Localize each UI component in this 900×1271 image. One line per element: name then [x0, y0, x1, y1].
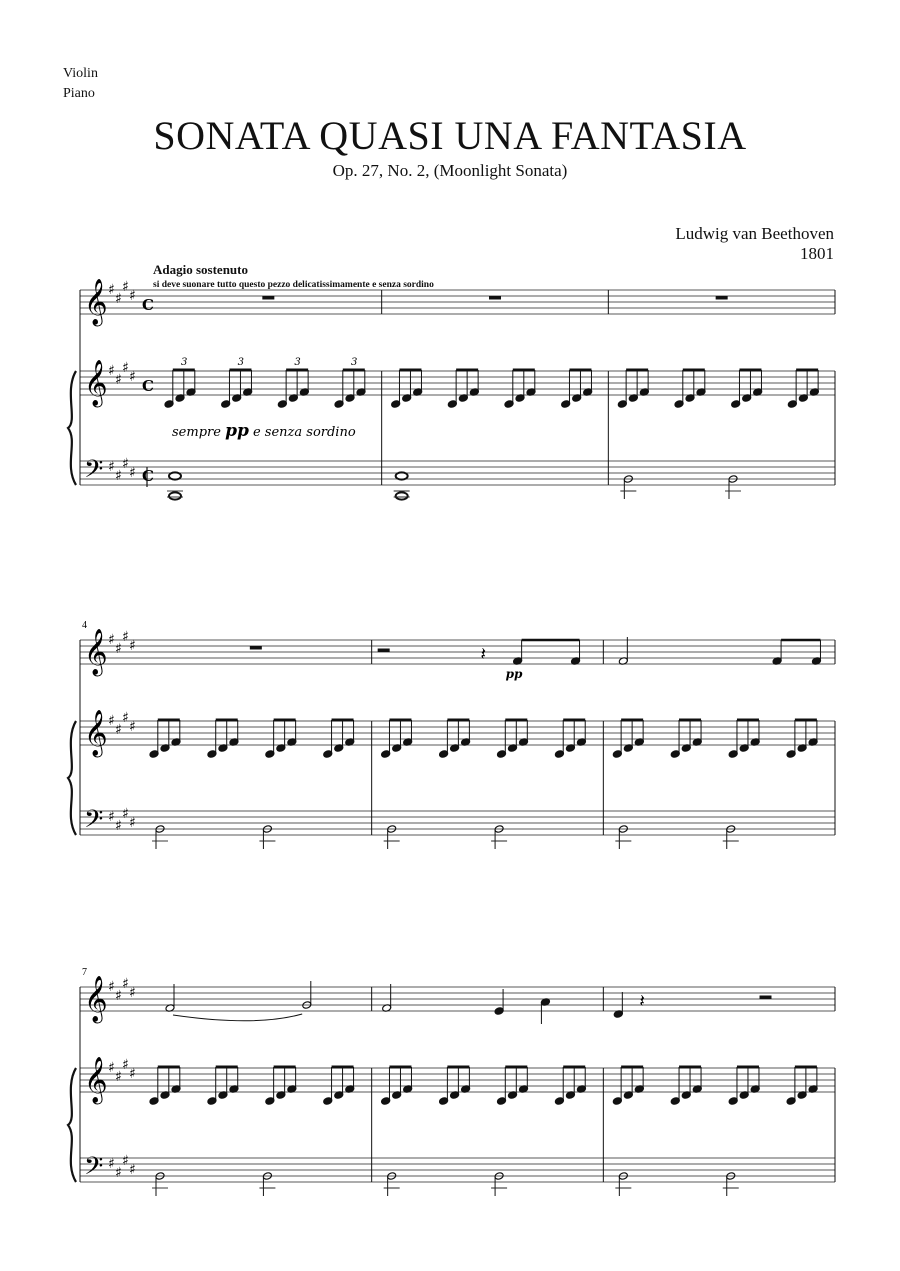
sharp-icon: ♯: [115, 988, 122, 1004]
sharp-icon: ♯: [122, 1057, 129, 1073]
sharp-icon: ♯: [122, 976, 129, 992]
sharp-icon: ♯: [129, 638, 136, 654]
treble-clef-icon: 𝄞: [84, 629, 108, 675]
sharp-icon: ♯: [115, 468, 122, 484]
bass-clef-icon: 𝄢: [84, 805, 104, 840]
bass-clef-icon: 𝄢: [84, 455, 104, 490]
whole-rest: [489, 296, 501, 300]
whole-rest: [716, 296, 728, 300]
treble-clef-icon: 𝄞: [84, 976, 108, 1022]
sharp-icon: ♯: [108, 459, 115, 475]
dynamic-pp: pp: [505, 667, 523, 681]
year: 1801: [800, 244, 834, 263]
triplet-number: 3: [181, 357, 188, 368]
sharp-icon: ♯: [129, 1162, 136, 1178]
sharp-icon: ♯: [129, 1066, 136, 1082]
treble-clef-icon: 𝄞: [84, 279, 108, 325]
whole-rest: [262, 296, 274, 300]
sharp-icon: ♯: [129, 815, 136, 831]
sharp-icon: ♯: [115, 818, 122, 834]
whole-note: [396, 492, 408, 499]
sharp-icon: ♯: [108, 713, 115, 729]
treble-clef-icon: 𝄞: [84, 710, 108, 756]
sharp-icon: ♯: [122, 629, 129, 645]
piano-brace: [68, 721, 76, 835]
sharp-icon: ♯: [122, 456, 129, 472]
expr-sempre: sempre: [172, 425, 226, 440]
treble-clef-icon: 𝄞: [84, 360, 108, 406]
composer: Ludwig van Beethoven: [675, 224, 834, 243]
sharp-icon: ♯: [108, 363, 115, 379]
sharp-icon: ♯: [108, 979, 115, 995]
sharp-icon: ♯: [122, 806, 129, 822]
whole-rest: [250, 646, 262, 650]
expression-text: [172, 421, 356, 441]
sharp-icon: ♯: [108, 632, 115, 648]
whole-note: [169, 472, 181, 479]
piano-brace: [68, 1068, 76, 1182]
instrument-piano: Piano: [63, 86, 95, 101]
measure-number: 4: [82, 620, 87, 631]
sharp-icon: ♯: [122, 279, 129, 295]
piano-brace: [68, 371, 76, 485]
sharp-icon: ♯: [122, 1153, 129, 1169]
sharp-icon: ♯: [129, 985, 136, 1001]
bass-clef-icon: 𝄢: [84, 1152, 104, 1187]
tie: [173, 1014, 302, 1021]
whole-note: [169, 492, 181, 499]
systems: [68, 279, 835, 1196]
subtitle: Op. 27, No. 2, (Moonlight Sonata): [332, 161, 568, 180]
quarter-rest: 𝄽: [639, 991, 645, 1012]
dynamic-pp: pp: [225, 421, 249, 441]
whole-note: [396, 472, 408, 479]
sharp-icon: ♯: [115, 1165, 122, 1181]
sharp-icon: ♯: [115, 372, 122, 388]
expr-senza: e senza sordino: [248, 425, 356, 440]
sharp-icon: ♯: [129, 719, 136, 735]
sharp-icon: ♯: [115, 722, 122, 738]
triplet-number: 3: [294, 357, 301, 368]
instrument-violin: Violin: [63, 66, 98, 81]
time-signature: C: [142, 377, 154, 395]
sharp-icon: ♯: [129, 288, 136, 304]
performance-instruction: si deve suonare tutto questo pezzo delicatissimamente e senza sordino: [153, 280, 434, 290]
sharp-icon: ♯: [122, 710, 129, 726]
sharp-icon: ♯: [108, 1060, 115, 1076]
system-2: [68, 620, 835, 849]
quarter-rest: 𝄽: [480, 644, 487, 665]
triplet-number: 3: [351, 357, 358, 368]
sharp-icon: ♯: [129, 369, 136, 385]
sharp-icon: ♯: [129, 465, 136, 481]
sharp-icon: ♯: [108, 282, 115, 298]
system-1: [68, 279, 835, 500]
triplet-number: 3: [237, 357, 245, 368]
measure-number: 7: [82, 967, 87, 978]
sharp-icon: ♯: [108, 1156, 115, 1172]
quarter-note: [494, 1007, 504, 1016]
time-signature: C: [142, 296, 154, 314]
system-3: [68, 967, 835, 1196]
half-rest: [760, 996, 772, 1000]
sharp-icon: ♯: [108, 809, 115, 825]
half-rest: [378, 649, 390, 653]
sharp-icon: ♯: [122, 360, 129, 376]
sharp-icon: ♯: [115, 1069, 122, 1085]
tempo-marking: Adagio sostenuto: [153, 262, 248, 277]
sharp-icon: ♯: [115, 641, 122, 657]
sharp-icon: ♯: [115, 291, 122, 307]
treble-clef-icon: 𝄞: [84, 1057, 108, 1103]
page-title: SONATA QUASI UNA FANTASIA: [153, 113, 747, 158]
time-signature: C: [142, 467, 154, 485]
